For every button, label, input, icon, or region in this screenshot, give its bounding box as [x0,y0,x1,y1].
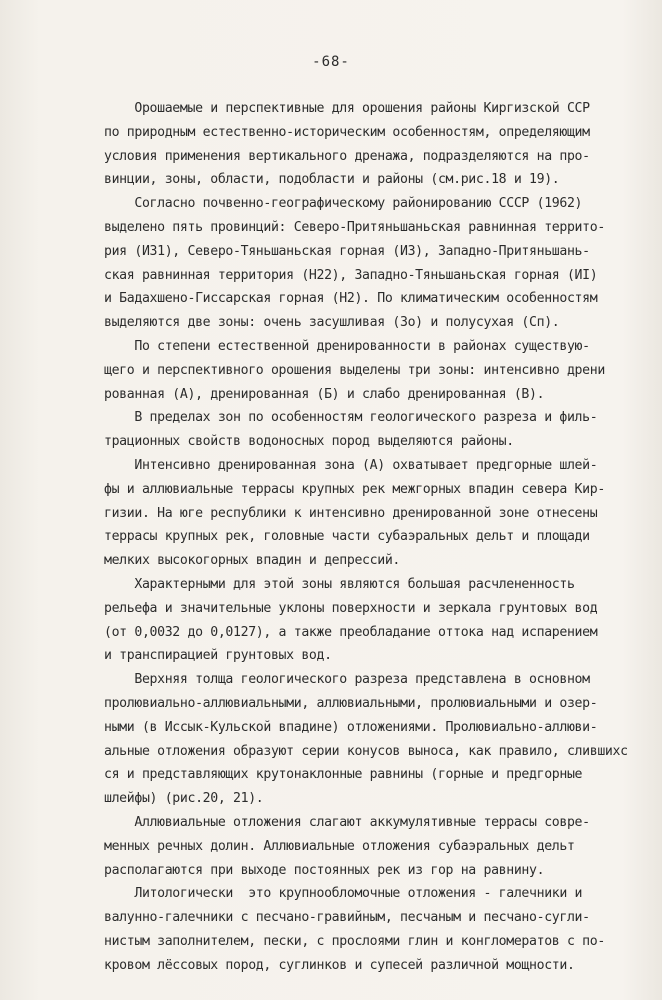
text-line: и транспирацией грунтовых вод. [104,648,332,664]
text-line: шлейфы) (рис.20, 21). [104,791,264,807]
text-line: пролювиально-аллювиальными, аллювиальными, пролювиальными и озер- [104,695,598,711]
text-line: рельефа и значительные уклоны поверхности и зеркала грунтовых вод [104,600,598,616]
text-line: рия (ИЗ1), Северо-Тяньшаньская горная (ИЗ), Западно-Притяньшань- [104,243,590,259]
text-line: Литологически это крупнообломочные отложения - галечники и [104,886,583,902]
text-line: (от 0,0032 до 0,0127), а также преобладание оттока над испарением [104,624,598,640]
text-line: выделяются две зоны: очень засушливая (Зо) и полусухая (Сп). [104,315,560,331]
text-line: ская равнинная территория (Н22), Западно-Тяньшаньская горная (ИI) [104,267,598,283]
text-line: ными (в Иссык-Кульской впадине) отложениями. Пролювиально-аллюви- [104,719,598,735]
text-line: По степени естественной дренированности в районах существую- [104,338,590,354]
text-line: Верхняя толща геологического разреза представлена в основном [104,672,590,688]
text-line: кровом лёссовых пород, суглинков и супесей различной мощности. [104,957,575,973]
text-line: располагаются при выходе постоянных рек из гор на равнину. [104,862,545,878]
text-line: Аллювиальные отложения слагают аккумулятивные террасы совре- [104,814,590,830]
text-line: и Бадахшено-Гиссарская горная (Н2). По климатическим особенностям [104,291,598,307]
text-line: ся и представляющих крутонаклонные равнины (горные и предгорные [104,767,583,783]
text-line: трационных свойств водоносных пород выделяются районы. [104,434,514,450]
text-line: по природным естественно-историческим особенностям, определяющим [104,124,590,140]
text-line: Орошаемые и перспективные для орошения районы Киргизской ССР [104,101,590,116]
text-line: В пределах зон по особенностям геологического разреза и филь- [104,410,598,426]
text-line: условия применения вертикального дренажа, подразделяются на про- [104,148,590,164]
text-line: щего и перспективного орошения выделены три зоны: интенсивно дрени [104,362,605,378]
text-line: нистым заполнителем, пески, с прослоями глин и конгломератов с по- [104,933,605,949]
body-text [104,97,628,977]
text-line: Интенсивно дренированная зона (А) охватывает предгорные шлей- [104,457,598,473]
text-line: винции, зоны, области, подобласти и районы (см.рис.18 и 19). [104,172,560,188]
page-number: -68- [312,54,350,70]
text-line: Согласно почвенно-географическому районированию СССР (1962) [104,196,583,212]
text-line: альные отложения образуют серии конусов выноса, как правило, слившихс [104,743,628,759]
text-line: гизии. На юге республики к интенсивно дренированной зоне отнесены [104,505,598,521]
text-line: рованная (А), дренированная (Б) и слабо дренированная (В). [104,386,545,402]
text-line: фы и аллювиальные террасы крупных рек межгорных впадин севера Кир- [104,481,605,497]
text-line: террасы крупных рек, головные части субаэральных дельт и площади [104,529,590,545]
text-line: менных речных долин. Аллювиальные отложения субаэральных дельт [104,838,575,854]
text-line: мелких высокогорных впадин и депрессий. [104,553,400,569]
text-line: выделено пять провинций: Северо-Притяньшаньская равнинная террито- [104,219,605,235]
text-line: валунно-галечники с песчано-гравийным, песчаным и песчано-сугли- [104,910,590,926]
text-line: Характерными для этой зоны являются большая расчлененность [104,576,575,592]
